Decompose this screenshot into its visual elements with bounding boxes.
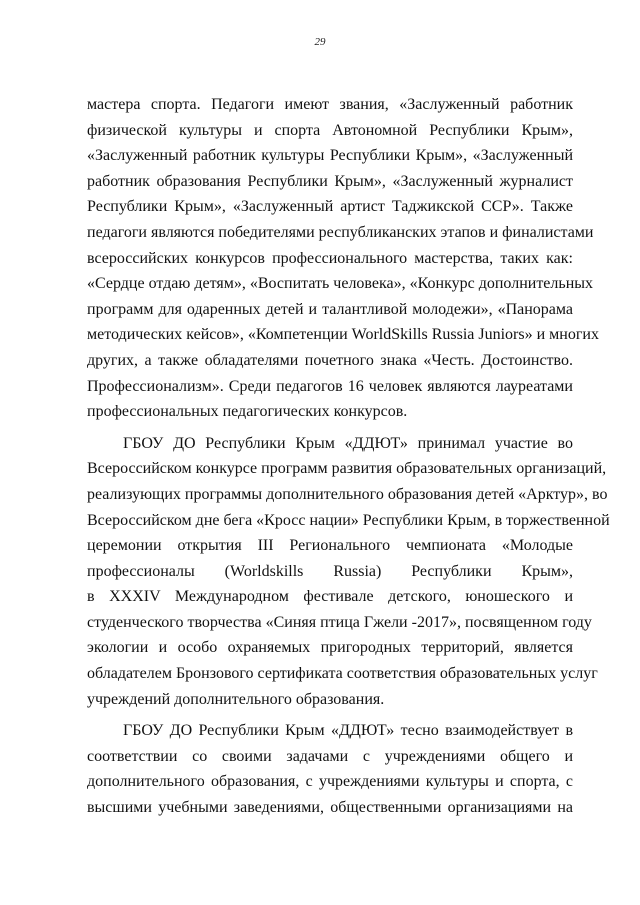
text-line: высшими учебными заведениями, общественными организациями на [87, 799, 573, 817]
text-line: Всероссийском дне бега «Кросс нации» Республики Крым, в торжественной [87, 511, 610, 529]
text-line: других, а также обладателями почетного знака «Честь. Достоинство. [87, 351, 573, 369]
document-body [87, 92, 610, 827]
text-line: Республики Крым», «Заслуженный артист Таджикской ССР». Также [87, 198, 573, 216]
text-line: всероссийских конкурсов профессионального мастерства, таких как: [87, 249, 573, 267]
text-line: реализующих программы дополнительного образования детей «Арктур», во [87, 485, 608, 503]
text-line: обладателем Бронзового сертификата соответствия образовательных услуг [87, 665, 598, 683]
text-line: программ для одаренных детей и талантливой молодежи», «Панорама [87, 300, 573, 318]
paragraph [87, 92, 599, 425]
text-line: педагоги являются победителями республиканских этапов и финалистами [87, 223, 594, 241]
paragraph [87, 718, 573, 820]
text-line: «Заслуженный работник культуры Республики Крым», «Заслуженный [87, 147, 573, 165]
text-line: в XXXIV Международном фестивале детского, юношеского и [87, 588, 573, 606]
text-line: Профессионализм». Среди педагогов 16 человек являются лауреатами [87, 377, 573, 395]
text-line: методических кейсов», «Компетенции WorldSkills Russia Juniors» и многих [87, 326, 599, 344]
page-number: 29 [314, 36, 326, 48]
text-line: соответствии со своими задачами с учреждениями общего и [87, 747, 573, 765]
text-line: профессиональных педагогических конкурсов. [87, 403, 408, 421]
text-line: ГБОУ ДО Республики Крым «ДДЮТ» принимал участие во [123, 434, 573, 452]
text-line: студенческого творчества «Синяя птица Гжели -2017», посвященном году [87, 613, 592, 631]
text-line: экологии и особо охраняемых пригородных территорий, является [87, 639, 573, 657]
text-line: церемонии открытия III Регионального чемпионата «Молодые [87, 537, 573, 555]
paragraph [87, 431, 610, 713]
text-line: «Сердце отдаю детям», «Воспитать человека», «Конкурс дополнительных [87, 275, 593, 293]
text-line: дополнительного образования, с учреждениями культуры и спорта, с [87, 773, 573, 791]
text-line: учреждений дополнительного образования. [87, 690, 385, 708]
text-line: мастера спорта. Педагоги имеют звания, «Заслуженный работник [87, 96, 573, 113]
text-line: профессионалы (Worldskills Russia) Республики Крым», [87, 562, 573, 580]
text-line: работник образования Республики Крым», «Заслуженный журналист [87, 172, 573, 190]
text-line: Всероссийском конкурсе программ развития образовательных организаций, [87, 460, 607, 478]
text-line: ГБОУ ДО Республики Крым «ДДЮТ» тесно взаимодействует в [123, 722, 573, 740]
text-line: физической культуры и спорта Автономной Республики Крым», [87, 121, 573, 139]
